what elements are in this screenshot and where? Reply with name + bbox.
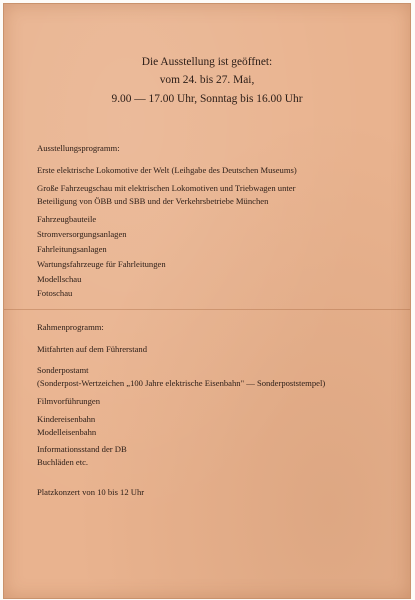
frame-item: Sonderpostamt xyxy=(37,365,89,375)
paper-sheet xyxy=(3,3,411,599)
program-item: Fahrleitungsanlagen xyxy=(37,244,107,254)
frame-heading: Rahmenprogramm: xyxy=(37,322,104,332)
paper-fold xyxy=(4,309,410,310)
program-item: Wartungsfahrzeuge für Fahrleitungen xyxy=(37,259,166,269)
frame-item: Kindereisenbahn xyxy=(37,414,96,424)
frame-item: Informationsstand der DB xyxy=(37,444,127,454)
program-item: Fotoschau xyxy=(37,288,73,298)
frame-item: (Sonderpost-Wertzeichen „100 Jahre elektrische Eisenbahn" — Sonderpoststempel) xyxy=(37,378,326,388)
program-item: Modellschau xyxy=(37,274,82,284)
opening-heading: Die Ausstellung ist geöffnet: xyxy=(141,56,273,68)
program-item: Große Fahrzeugschau mit elektrischen Lokomotiven und Triebwagen unter xyxy=(37,183,296,193)
frame-item: Mitfahrten auf dem Führerstand xyxy=(37,344,148,354)
frame-item: Modelleisenbahn xyxy=(37,427,97,437)
program-item: Beteiligung von ÖBB und SBB und der Verkehrsbetriebe München xyxy=(37,196,269,206)
frame-item: Filmvorführungen xyxy=(37,396,101,406)
concert-note: Platzkonzert von 10 bis 12 Uhr xyxy=(37,487,145,497)
opening-hours: 9.00 — 17.00 Uhr, Sonntag bis 16.00 Uhr xyxy=(111,93,303,105)
program-heading: Ausstellungsprogramm: xyxy=(37,143,120,153)
program-item: Fahrzeugbauteile xyxy=(37,214,97,224)
opening-dates: vom 24. bis 27. Mai, xyxy=(159,74,255,86)
program-item: Stromversorgungsanlagen xyxy=(37,229,127,239)
frame-item: Buchläden etc. xyxy=(37,457,89,467)
program-item: Erste elektrische Lokomotive der Welt (Leihgabe des Deutschen Museums) xyxy=(37,165,297,175)
